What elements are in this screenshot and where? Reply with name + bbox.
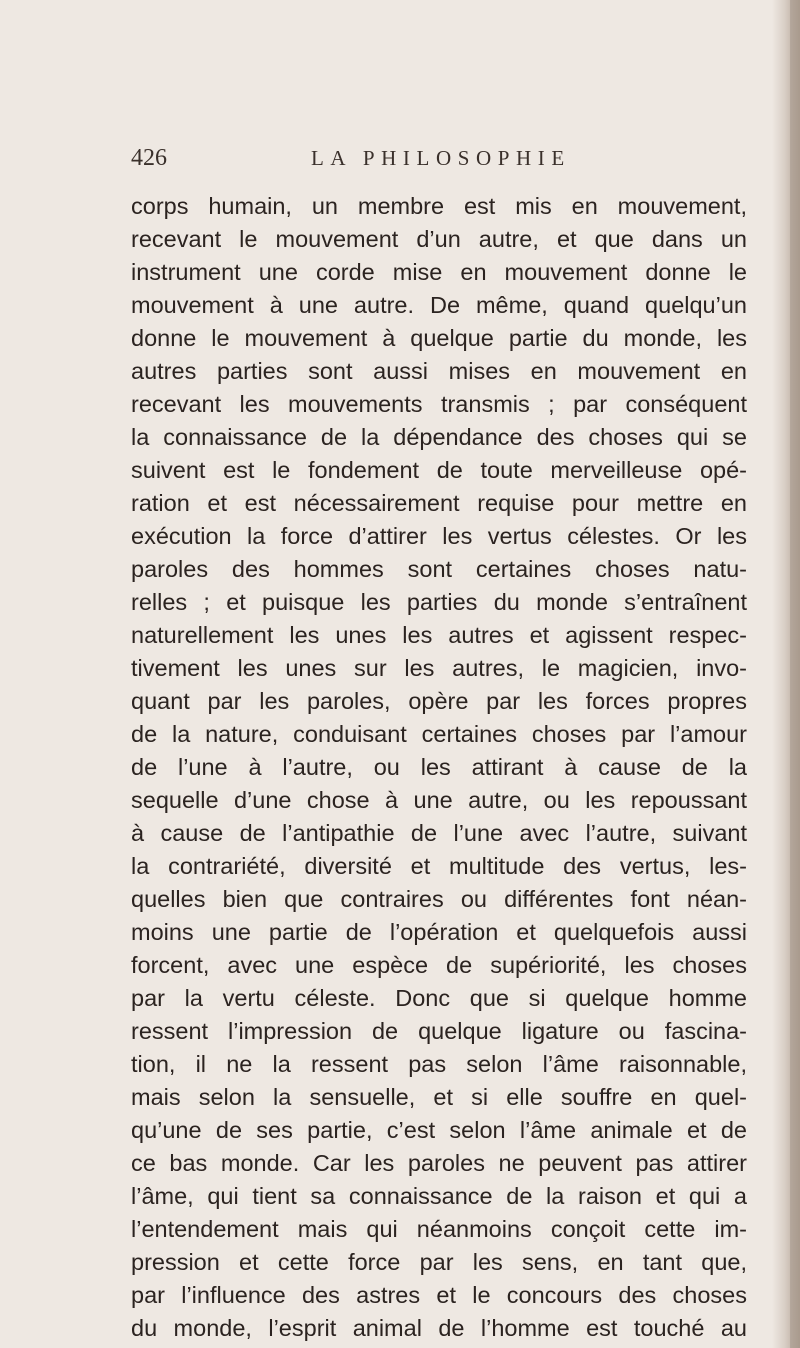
text-line: ressent l’impression de quelque ligature ou fascina- bbox=[131, 1018, 747, 1044]
text-line: la connaissance de la dépendance des choses qui se bbox=[131, 424, 747, 450]
text-line: autres parties sont aussi mises en mouvement en bbox=[131, 358, 747, 384]
text-line: mais selon la sensuelle, et si elle souffre en quel- bbox=[131, 1084, 747, 1110]
text-line: instrument une corde mise en mouvement donne le bbox=[131, 259, 747, 285]
text-line: forcent, avec une espèce de supériorité, les choses bbox=[131, 952, 747, 978]
text-line: tion, il ne la ressent pas selon l’âme raisonnable, bbox=[131, 1051, 747, 1077]
text-line: pression et cette force par les sens, en tant que, bbox=[131, 1249, 747, 1275]
running-title: LA PHILOSOPHIE bbox=[311, 146, 571, 170]
text-line: à cause de l’antipathie de l’une avec l’autre, suivant bbox=[131, 820, 747, 846]
text-line: naturellement les unes les autres et agissent respec- bbox=[131, 622, 747, 648]
text-line: quelles bien que contraires ou différentes font néan- bbox=[131, 886, 747, 912]
text-line: donne le mouvement à quelque partie du monde, les bbox=[131, 325, 747, 351]
text-line: recevant le mouvement d’un autre, et que dans un bbox=[131, 226, 747, 252]
page-number: 426 bbox=[131, 145, 167, 171]
text-line: paroles des hommes sont certaines choses natu- bbox=[131, 556, 747, 582]
text-line: ce bas monde. Car les paroles ne peuvent pas attirer bbox=[131, 1150, 747, 1176]
text-line: par la vertu céleste. Donc que si quelque homme bbox=[131, 985, 747, 1011]
text-line: ration et est nécessairement requise pour mettre en bbox=[131, 490, 747, 516]
text-line: suivent est le fondement de toute merveilleuse opé- bbox=[131, 457, 747, 483]
page-header bbox=[131, 145, 751, 175]
body-text bbox=[131, 190, 747, 1345]
text-line: de la nature, conduisant certaines choses par l’amour bbox=[131, 721, 747, 747]
text-line: par l’influence des astres et le concours des choses bbox=[131, 1282, 747, 1308]
page-edge-dark-band bbox=[790, 0, 800, 1348]
text-line: la contrariété, diversité et multitude des vertus, les- bbox=[131, 853, 747, 879]
text-line: quant par les paroles, opère par les forces propres bbox=[131, 688, 747, 714]
text-line: qu’une de ses partie, c’est selon l’âme animale et de bbox=[131, 1117, 747, 1143]
text-line: de l’une à l’autre, ou les attirant à cause de la bbox=[131, 754, 747, 780]
text-line: tivement les unes sur les autres, le magicien, invo- bbox=[131, 655, 747, 681]
text-line: recevant les mouvements transmis ; par conséquent bbox=[131, 391, 747, 417]
text-line: l’âme, qui tient sa connaissance de la raison et qui a bbox=[131, 1183, 747, 1209]
text-line: exécution la force d’attirer les vertus célestes. Or les bbox=[131, 523, 747, 549]
text-line: sequelle d’une chose à une autre, ou les repoussant bbox=[131, 787, 747, 813]
text-line: du monde, l’esprit animal de l’homme est touché au bbox=[131, 1315, 747, 1341]
text-line: relles ; et puisque les parties du monde s’entraînent bbox=[131, 589, 747, 615]
text-line: corps humain, un membre est mis en mouvement, bbox=[131, 193, 747, 219]
text-line: mouvement à une autre. De même, quand quelqu’un bbox=[131, 292, 747, 318]
text-line: moins une partie de l’opération et quelquefois aussi bbox=[131, 919, 747, 945]
text-line: l’entendement mais qui néanmoins conçoit cette im- bbox=[131, 1216, 747, 1242]
